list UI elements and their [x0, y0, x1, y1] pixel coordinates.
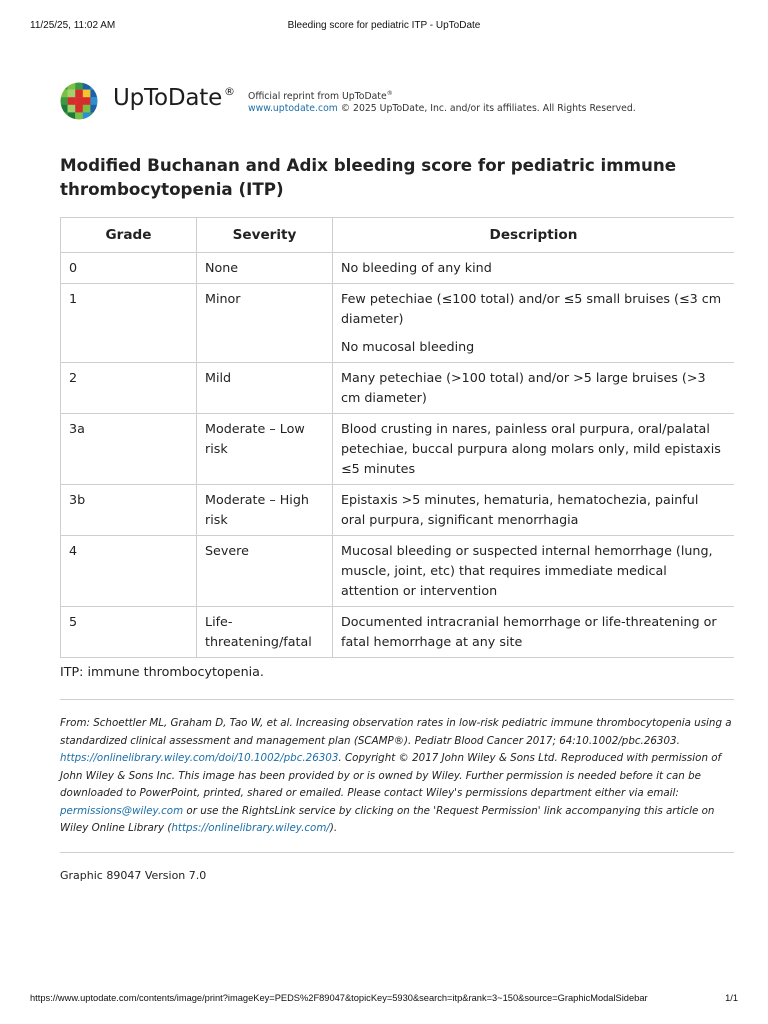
logo-tile [75, 97, 83, 105]
logo-tile [83, 97, 91, 105]
description-cell [333, 414, 735, 485]
logo-tile [90, 82, 98, 90]
page-title: Modified Buchanan and Adix bleeding score for pediatric immune thrombocytopenia (ITP) [60, 155, 677, 199]
divider [60, 699, 734, 700]
print-timestamp: 11/25/25, 11:02 AM [30, 20, 116, 31]
print-url: https://www.uptodate.com/contents/image/print?imageKey=PEDS%2F89047&topicKey=5930&search=itp&rank=3~150&source=GraphicModalSidebar [30, 993, 648, 1003]
description-text: Documented intracranial hemorrhage or life-threatening or fatal hemorrhage at any site [341, 614, 717, 649]
print-footer [30, 993, 738, 1007]
severity-cell: Moderate – Low risk [197, 414, 333, 485]
source-citation: From: Schoettler ML, Graham D, Tao W, et al. Increasing observation rates in low-risk pediatric immune thrombocytopenia using a standardized clinical assessment and management plan (SCAMP®). Pediatr Blood Cancer 2017; 64:10.1002/pbc.26303. https://onlinelibrary.wiley.com/doi/10.1002/pbc.26303. Copyright © 2017 John Wiley & Sons Ltd. Reproduced with permission of John Wiley & Sons Inc. This image has been provided by or is owned by Wiley. Further permission is needed before it can be downloaded to PowerPoint, printed, shared or emailed. Please contact Wiley's permissions department either via email: permissions@wiley.com or use the RightsLink service by clicking on the 'Request Permission' link accompanying this article on Wiley Online Library (https://onlinelibrary.wiley.com/). [60, 717, 732, 834]
description-cell [333, 536, 735, 607]
table-row [61, 363, 735, 414]
column-header-grade: Grade [61, 218, 197, 253]
logo-tile [90, 97, 98, 105]
logo-tile [75, 112, 83, 120]
description-text: Blood crusting in nares, painless oral purpura, oral/palatal petechiae, buccal purpura along molars only, mild epistaxis ≤5 minutes [341, 421, 721, 476]
severity-cell: None [197, 253, 333, 284]
uptodate-logo-icon [60, 82, 98, 120]
description-cell [333, 363, 735, 414]
print-page-number: 1/1 [725, 993, 738, 1003]
grade-cell: 3a [61, 414, 197, 485]
severity-cell: Minor [197, 284, 333, 363]
logo-tile [83, 82, 91, 90]
column-header-description: Description [333, 218, 735, 253]
grade-cell: 1 [61, 284, 197, 363]
print-page-title: Bleeding score for pediatric ITP - UpToDate [287, 20, 481, 31]
description-text: Epistaxis >5 minutes, hematuria, hematochezia, painful oral purpura, significant menorrhagia [341, 492, 699, 527]
logo-tile [60, 97, 68, 105]
logo-tile [75, 90, 83, 98]
logo-tile [90, 105, 98, 113]
description-cell [333, 485, 735, 536]
table-row [61, 607, 735, 658]
brand-name: UpToDate ® [113, 85, 235, 111]
table-row [61, 414, 735, 485]
reprint-notice: Official reprint from UpToDate® www.uptodate.com © 2025 UpToDate, Inc. and/or its affiliates. All Rights Reserved. [248, 90, 636, 115]
description-cell [333, 253, 735, 284]
grade-cell: 2 [61, 363, 197, 414]
description-text: Few petechiae (≤100 total) and/or ≤5 small bruises (≤3 cm diameter) [341, 291, 722, 326]
logo-tile [68, 105, 76, 113]
uptodate-site-link[interactable]: www.uptodate.com [248, 103, 338, 115]
description-text: Mucosal bleeding or suspected internal hemorrhage (lung, muscle, joint, etc) that requires immediate medical attention or intervention [341, 543, 713, 598]
description-cell [333, 284, 735, 363]
grade-cell: 3b [61, 485, 197, 536]
description-text: No mucosal bleeding [341, 339, 475, 354]
description-text: No bleeding of any kind [341, 260, 492, 275]
brand-header [60, 82, 700, 122]
grade-cell: 0 [61, 253, 197, 284]
abbreviation-note: ITP: immune thrombocytopenia. [60, 664, 264, 679]
grade-cell: 4 [61, 536, 197, 607]
print-header [30, 20, 738, 34]
severity-cell: Severe [197, 536, 333, 607]
severity-cell: Mild [197, 363, 333, 414]
description-cell [333, 607, 735, 658]
table-row [61, 485, 735, 536]
logo-tile [83, 105, 91, 113]
graphic-version: Graphic 89047 Version 7.0 [60, 869, 207, 882]
column-header-severity: Severity [197, 218, 333, 253]
description-text: Many petechiae (>100 total) and/or >5 large bruises (>3 cm diameter) [341, 370, 706, 405]
permissions-email-link[interactable]: permissions@wiley.com [60, 804, 184, 817]
wiley-library-link[interactable]: https://onlinelibrary.wiley.com/ [171, 822, 330, 834]
table-row [61, 536, 735, 607]
logo-tile [83, 112, 91, 120]
divider [60, 852, 734, 853]
logo-tile [60, 82, 68, 90]
severity-cell: Moderate – High risk [197, 485, 333, 536]
table-row [61, 284, 735, 363]
logo-tile [90, 90, 98, 98]
logo-tile [68, 90, 76, 98]
table-header-row [61, 218, 735, 253]
bleeding-score-table [60, 217, 734, 658]
logo-tile [68, 97, 76, 105]
doi-link[interactable]: https://onlinelibrary.wiley.com/doi/10.1002/pbc.26303 [60, 752, 339, 764]
logo-tile [83, 90, 91, 98]
logo-tile [75, 105, 83, 113]
logo-tile [68, 112, 76, 120]
severity-cell: Life-threatening/fatal [197, 607, 333, 658]
logo-tile [68, 82, 76, 90]
grade-cell: 5 [61, 607, 197, 658]
logo-tile [60, 105, 68, 113]
logo-tile [75, 82, 83, 90]
logo-tile [60, 90, 68, 98]
table-row [61, 253, 735, 284]
logo-tile [90, 112, 98, 120]
logo-tile [60, 112, 68, 120]
